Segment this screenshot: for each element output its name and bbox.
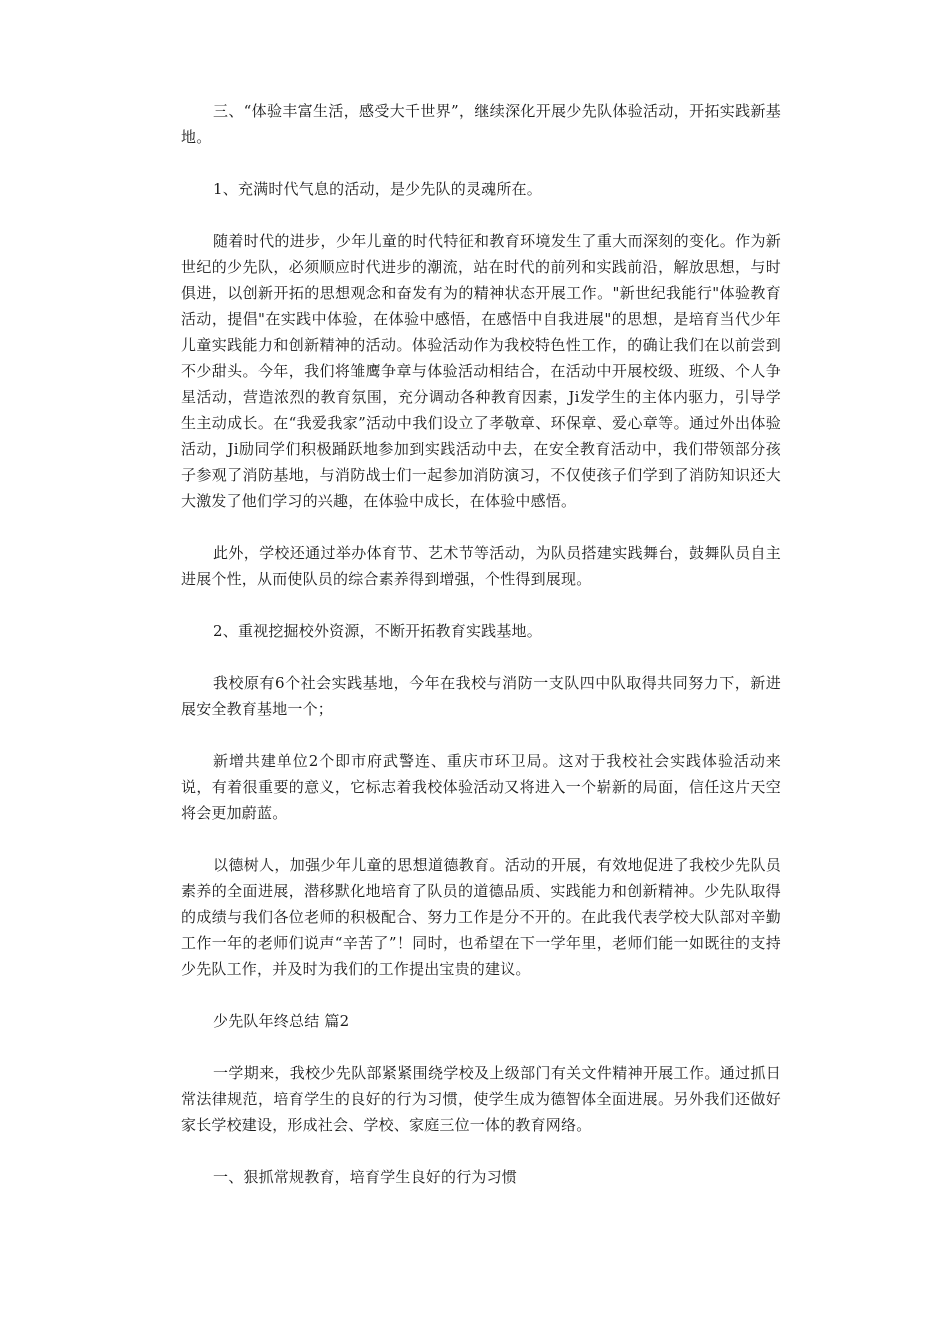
paragraph-moral-education: 以德树人，加强少年儿童的思想道德教育。活动的开展，有效地促进了我校少先队员素养的全面进展，潜移默化地培育了队员的道德品质、实践能力和创新精神。少先队取得的成绩与我们各位老师的积极配合、努力工作是分不开的。在此我代表学校大队部对辛勤工作一年的老师们说声“辛苦了”！同时，也希望在下一学年里，老师们能一如既往的支持少先队工作，并及时为我们的工作提出宝贵的建议。 bbox=[181, 856, 781, 978]
paragraph-era-progress: 随着时代的进步，少年儿童的时代特征和教育环境发生了重大而深刻的变化。作为新世纪的少先队，必须顺应时代进步的潮流，站在时代的前列和实践前沿，解放思想，与时俱进，以创新开拓的思想观念和奋发有为的精神状态开展工作。"新世纪我能行"体验教育活动，提倡"在实践中体验，在体验中感悟，在感悟中自我进展"的思想，是培育当代少年儿童实践能力和创新精神的活动。体验活动作为我校特色性工作，的确让我们在以前尝到不少甜头。今年，我们将雏鹰争章与体验活动相结合，在活动中开展校级、班级、个人争星活动，营造浓烈的教育氛围，充分调动各种教育因素，Ji发学生的主体内驱力，引导学生主动成长。在“我爱我家”活动中我们设立了孝敬章、环保章、爱心章等。通过外出体验活动，Ji励同学们积极踊跃地参加到实践活动中去，在安全教育活动中，我们带领部分孩子参观了消防基地，与消防战士们一起参加消防演习，不仅使孩子们学到了消防知识还大大激发了他们学习的兴趣，在体验中成长，在体验中感悟。 bbox=[181, 232, 781, 510]
paragraph-practice-bases: 我校原有6个社会实践基地，今年在我校与消防一支队四中队取得共同努力下，新进展安全教育基地一个； bbox=[181, 674, 781, 718]
paragraph-semester-overview: 一学期来，我校少先队部紧紧围绕学校及上级部门有关文件精神开展工作。通过抓日常法律规范，培育学生的良好的行为习惯，使学生成为德智体全面进展。另外我们还做好家长学校建设，形成社会、学校、家庭三位一体的教育网络。 bbox=[181, 1064, 781, 1134]
document-body bbox=[181, 98, 781, 1216]
section-heading-three: 三、“体验丰富生活，感受大千世界”，继续深化开展少先队体验活动，开拓实践新基地。 bbox=[181, 102, 781, 146]
paragraph-festivals: 此外，学校还通过举办体育节、艺术节等活动，为队员搭建实践舞台，鼓舞队员自主进展个性，从而使队员的综合素养得到增强，个性得到展现。 bbox=[181, 544, 781, 588]
subheading-external-resources: 2、重视挖掘校外资源，不断开拓教育实践基地。 bbox=[213, 622, 542, 640]
paragraph-new-partners: 新增共建单位2个即市府武警连、重庆市环卫局。这对于我校社会实践体验活动来说，有着很重要的意义，它标志着我校体验活动又将进入一个崭新的局面，信任这片天空将会更加蔚蓝。 bbox=[181, 752, 781, 822]
subheading-activities: 1、充满时代气息的活动，是少先队的灵魂所在。 bbox=[213, 180, 542, 198]
section-heading-one: 一、狠抓常规教育，培育学生良好的行为习惯 bbox=[213, 1168, 518, 1186]
section-title-part-2: 少先队年终总结 篇2 bbox=[213, 1012, 350, 1030]
